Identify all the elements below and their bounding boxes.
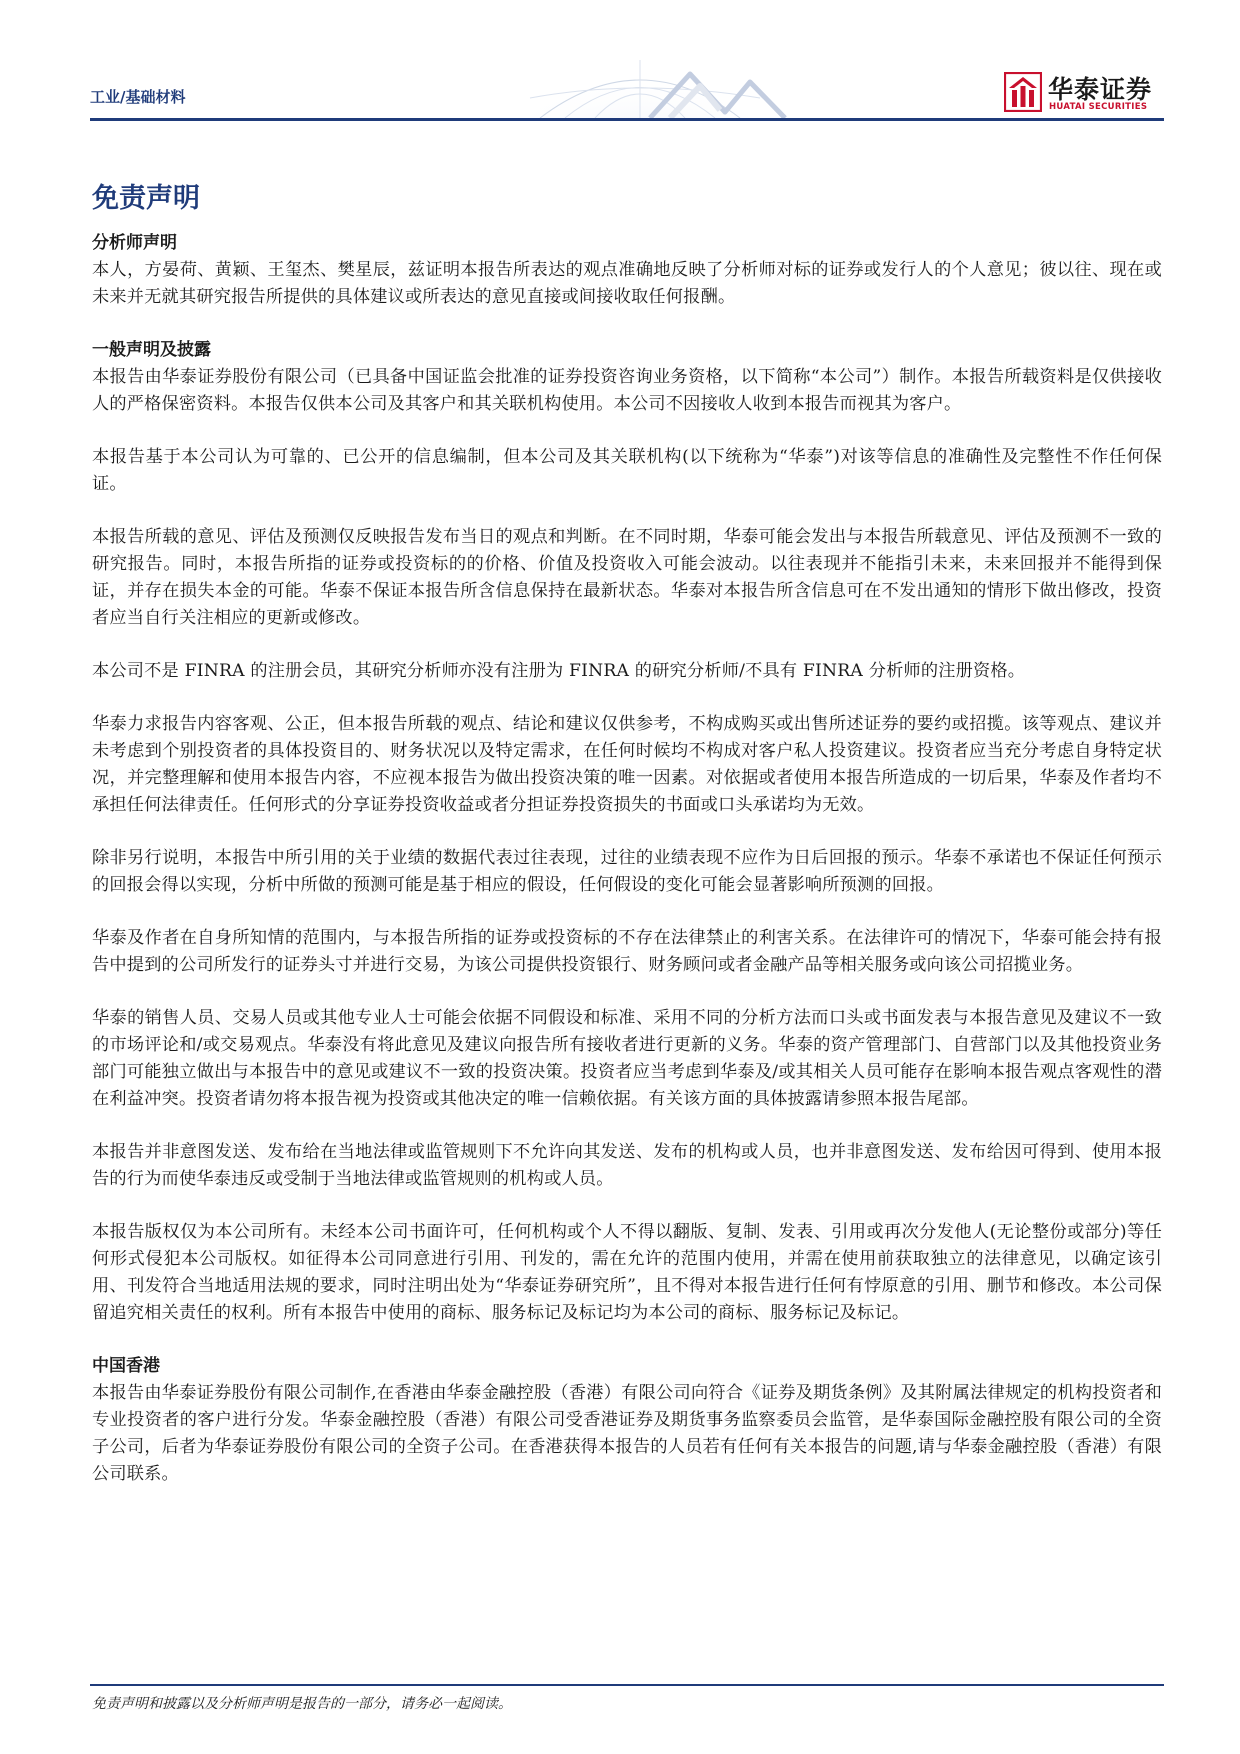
section-hong-kong xyxy=(92,1353,1162,1488)
footer-divider xyxy=(90,1684,1164,1686)
paragraph: 除非另行说明，本报告中所引用的关于业绩的数据代表过往表现，过往的业绩表现不应作为日后回报的预示。华泰不承诺也不保证任何预示的回报会得以实现，分析中所做的预测可能是基于相应的假设，任何假设的变化可能会显著影响所预测的回报。 xyxy=(92,848,1162,895)
paragraph: 本报告由华泰证券股份有限公司制作,在香港由华泰金融控股（香港）有限公司向符合《证券及期货条例》及其附属法律规定的机构投资者和专业投资者的客户进行分发。华泰金融控股（香港）有限公司受香港证券及期货事务监察委员会监管，是华泰国际金融控股有限公司的全资子公司，后者为华泰证券股份有限公司的全资子公司。在香港获得本报告的人员若有任何有关本报告的问题,请与华泰金融控股（香港）有限公司联系。 xyxy=(92,1383,1162,1484)
company-logo xyxy=(1004,72,1164,116)
paragraph: 本人，方晏荷、黄颖、王玺杰、樊星辰，兹证明本报告所表达的观点准确地反映了分析师对标的证券或发行人的个人意见；彼以往、现在或未来并无就其研究报告所提供的具体建议或所表达的意见直接或间接收取任何报酬。 xyxy=(92,260,1162,307)
section-heading: 一般声明及披露 xyxy=(92,340,211,360)
page-header xyxy=(0,0,1240,120)
paragraph: 本报告并非意图发送、发布给在当地法律或监管规则下不允许向其发送、发布的机构或人员，也并非意图发送、发布给因可得到、使用本报告的行为而使华泰违反或受制于当地法律或监管规则的机构或人员。 xyxy=(92,1142,1162,1189)
paragraph: 本报告所载的意见、评估及预测仅反映报告发布当日的观点和判断。在不同时期，华泰可能会发出与本报告所载意见、评估及预测不一致的研究报告。同时，本报告所指的证券或投资标的的价格、价值及投资收入可能会波动。以往表现并不能指引未来，未来回报并不能得到保证，并存在损失本金的可能。华泰不保证本报告所含信息保持在最新状态。华泰对本报告所含信息可在不发出通知的情形下做出修改，投资者应当自行关注相应的更新或修改。 xyxy=(92,527,1162,628)
paragraph: 华泰力求报告内容客观、公正，但本报告所载的观点、结论和建议仅供参考，不构成购买或出售所述证券的要约或招揽。该等观点、建议并未考虑到个别投资者的具体投资目的、财务状况以及特定需求，在任何时候均不构成对客户私人投资建议。投资者应当充分考虑自身特定状况，并完整理解和使用本报告内容，不应视本报告为做出投资决策的唯一因素。对依据或者使用本报告所造成的一切后果，华泰及作者均不承担任何法律责任。任何形式的分享证券投资收益或者分担证券投资损失的书面或口头承诺均为无效。 xyxy=(92,714,1162,815)
section-heading: 中国香港 xyxy=(92,1356,160,1376)
section-general-disclosure xyxy=(92,337,1162,1327)
logo-chinese-name: 华泰证券 xyxy=(1048,75,1153,104)
sector-label: 工业/基础材料 xyxy=(90,88,186,106)
paragraph: 本报告由华泰证券股份有限公司（已具备中国证监会批准的证券投资咨询业务资格，以下简称“本公司”）制作。本报告所载资料是仅供接收人的严格保密资料。本报告仅供本公司及其客户和其关联机构使用。本公司不因接收人收到本报告而视其为客户。 xyxy=(92,367,1162,414)
page-title: 免责声明 xyxy=(92,183,200,214)
paragraph: 本报告版权仅为本公司所有。未经本公司书面许可，任何机构或个人不得以翻版、复制、发表、引用或再次分发他人(无论整份或部分)等任何形式侵犯本公司版权。如征得本公司同意进行引用、刊发的，需在允许的范围内使用，并需在使用前获取独立的法律意见，以确定该引用、刊发符合当地适用法规的要求，同时注明出处为“华泰证券研究所”，且不得对本报告进行任何有悖原意的引用、删节和修改。本公司保留追究相关责任的权利。所有本报告中使用的商标、服务标记及标记均为本公司的商标、服务标记及标记。 xyxy=(92,1222,1162,1323)
paragraph: 本公司不是 FINRA 的注册会员，其研究分析师亦没有注册为 FINRA 的研究分析师/不具有 FINRA 分析师的注册资格。 xyxy=(92,661,1026,681)
paragraph: 本报告基于本公司认为可靠的、已公开的信息编制，但本公司及其关联机构(以下统称为“华泰”)对该等信息的准确性及完整性不作任何保证。 xyxy=(92,447,1162,494)
footer-note: 免责声明和披露以及分析师声明是报告的一部分，请务必一起阅读。 xyxy=(92,1696,512,1712)
paragraph: 华泰的销售人员、交易人员或其他专业人士可能会依据不同假设和标准、采用不同的分析方法而口头或书面发表与本报告意见及建议不一致的市场评论和/或交易观点。华泰没有将此意见及建议向报告所有接收者进行更新的义务。华泰的资产管理部门、自营部门以及其他投资业务部门可能独立做出与本报告中的意见或建议不一致的投资决策。投资者应当考虑到华泰及/或其相关人员可能存在影响本报告观点客观性的潜在利益冲突。投资者请勿将本报告视为投资或其他决定的唯一信赖依据。有关该方面的具体披露请参照本报告尾部。 xyxy=(92,1008,1162,1109)
paragraph: 华泰及作者在自身所知情的范围内，与本报告所指的证券或投资标的不存在法律禁止的利害关系。在法律许可的情况下，华泰可能会持有报告中提到的公司所发行的证券头寸并进行交易，为该公司提供投资银行、财务顾问或者金融产品等相关服务或向该公司招揽业务。 xyxy=(92,928,1162,975)
section-analyst-statement xyxy=(92,230,1162,311)
section-heading: 分析师声明 xyxy=(92,233,177,253)
disclaimer-body xyxy=(92,230,1162,1488)
header-divider xyxy=(90,118,1164,121)
logo-english-name: HUATAI SECURITIES xyxy=(1049,102,1148,112)
globe-graphic xyxy=(520,52,820,118)
huatai-logo-icon xyxy=(1004,72,1042,112)
